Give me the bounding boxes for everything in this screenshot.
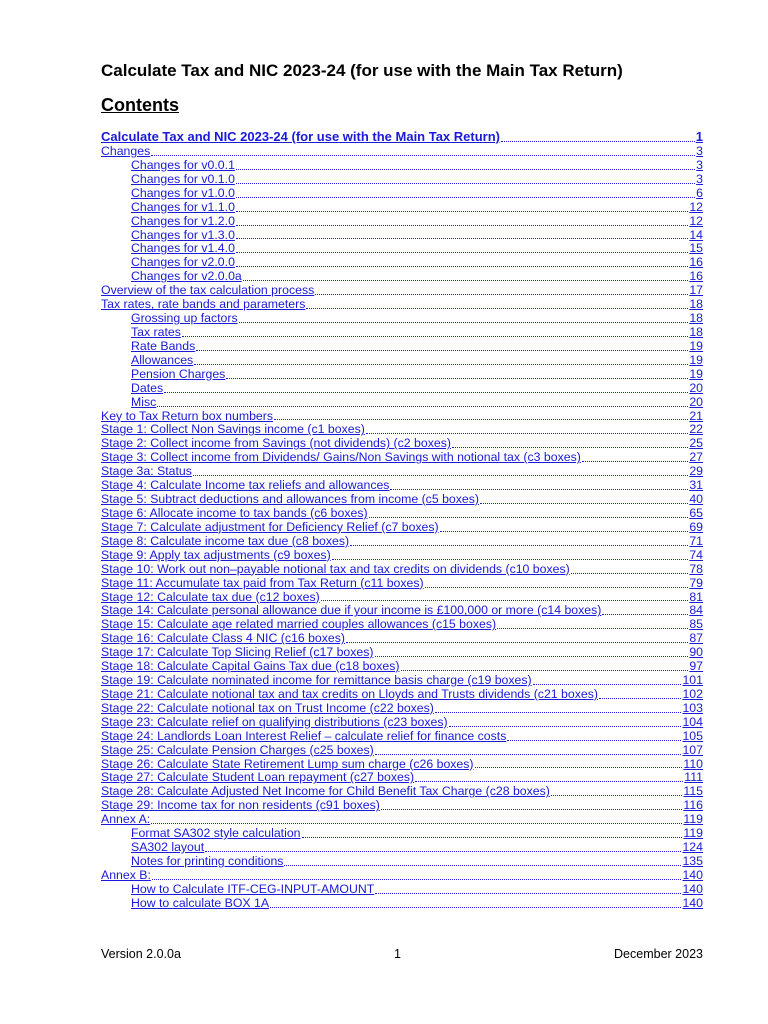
toc-entry[interactable] — [101, 785, 703, 799]
toc-entry[interactable] — [101, 326, 703, 340]
toc-entry-page: 140 — [682, 896, 703, 910]
toc-entry[interactable] — [101, 758, 703, 772]
toc-dot-leader — [236, 210, 688, 212]
toc-dot-leader — [284, 864, 681, 866]
toc-dot-leader — [236, 237, 688, 239]
toc-entry[interactable] — [101, 813, 703, 827]
toc-entry-label: Stage 9: Apply tax adjustments (c9 boxes) — [101, 548, 331, 562]
toc-entry-page: 140 — [682, 868, 703, 882]
toc-entry-label: Stage 6: Allocate income to tax bands (c6 boxes) — [101, 506, 368, 520]
toc-entry-page: 105 — [682, 729, 703, 743]
toc-entry-label: How to Calculate ITF-CEG-INPUT-AMOUNT — [131, 882, 375, 896]
toc-entry[interactable] — [101, 340, 703, 354]
toc-entry[interactable] — [101, 507, 703, 521]
toc-dot-leader — [475, 766, 683, 768]
toc-entry-label: Overview of the tax calculation process — [101, 284, 315, 298]
toc-entry-label: How to calculate BOX 1A — [131, 896, 270, 910]
toc-entry-page: 81 — [689, 590, 703, 604]
toc-entry-page: 119 — [683, 813, 703, 827]
toc-entry[interactable] — [101, 674, 703, 688]
toc-entry-page: 85 — [689, 618, 703, 632]
toc-entry-label: Stage 22: Calculate notional tax on Trust Income (c22 boxes) — [101, 701, 434, 715]
toc-entry-page: 17 — [689, 284, 703, 298]
toc-entry-page: 20 — [689, 395, 703, 409]
toc-entry-label: Stage 17: Calculate Top Slicing Relief (c17 boxes) — [101, 646, 374, 660]
toc-entry-label: Allowances — [131, 353, 194, 367]
toc-dot-leader — [366, 432, 688, 434]
toc-dot-leader — [415, 780, 683, 782]
toc-entry-page: 25 — [689, 437, 703, 451]
toc-entry[interactable] — [101, 368, 703, 382]
toc-entry-label: Changes for v1.0.0 — [131, 186, 235, 200]
toc-entry-page: 135 — [682, 855, 703, 869]
toc-entry[interactable] — [101, 688, 703, 702]
toc-dot-leader — [390, 488, 688, 490]
toc-entry-page: 31 — [689, 479, 703, 493]
toc-entry[interactable] — [101, 799, 703, 813]
toc-dot-leader — [236, 265, 688, 267]
toc-entry-page: 79 — [689, 576, 703, 590]
toc-entry-page: 12 — [689, 200, 703, 214]
table-of-contents — [101, 129, 703, 911]
toc-dot-leader — [243, 279, 689, 281]
toc-entry[interactable] — [101, 702, 703, 716]
toc-entry-page: 20 — [689, 381, 703, 395]
toc-entry[interactable] — [101, 410, 703, 424]
toc-entry-label: Dates — [131, 381, 164, 395]
toc-dot-leader — [152, 878, 682, 880]
toc-dot-leader — [449, 725, 682, 727]
toc-entry-label: Pension Charges — [131, 367, 226, 381]
toc-entry[interactable] — [101, 173, 703, 187]
toc-entry-label: Stage 16: Calculate Class 4 NIC (c16 boxes) — [101, 632, 346, 646]
toc-entry-label: Rate Bands — [131, 339, 196, 353]
toc-entry[interactable] — [101, 145, 703, 159]
toc-dot-leader — [571, 572, 689, 574]
toc-entry-label: Stage 4: Calculate Income tax reliefs and allowances — [101, 479, 390, 493]
toc-dot-leader — [236, 224, 688, 226]
toc-entry-page: 40 — [689, 493, 703, 507]
toc-entry-page: 16 — [689, 256, 703, 270]
toc-entry-page: 84 — [689, 604, 703, 618]
toc-entry[interactable] — [101, 242, 703, 256]
toc-dot-leader — [602, 613, 688, 615]
toc-dot-leader — [306, 307, 688, 309]
toc-entry-label: Stage 3: Collect income from Dividends/ Gains/Non Savings with notional tax (c3 boxes) — [101, 451, 581, 465]
toc-entry[interactable] — [101, 284, 703, 298]
toc-entry-page: 124 — [682, 841, 703, 855]
toc-entry-page: 14 — [689, 228, 703, 242]
toc-dot-leader — [321, 599, 689, 601]
toc-entry-page: 107 — [682, 743, 703, 757]
toc-entry-label: Calculate Tax and NIC 2023-24 (for use with the Main Tax Return) — [101, 129, 500, 144]
toc-entry-label: Key to Tax Return box numbers — [101, 409, 274, 423]
toc-entry-page: 6 — [696, 186, 703, 200]
toc-entry-page: 90 — [689, 646, 703, 660]
toc-entry-page: 140 — [682, 882, 703, 896]
toc-dot-leader — [452, 446, 688, 448]
toc-entry-label: Stage 18: Calculate Capital Gains Tax due (c18 boxes) — [101, 660, 400, 674]
toc-dot-leader — [375, 892, 681, 894]
document-title: Calculate Tax and NIC 2023-24 (for use with the Main Tax Return) — [101, 61, 623, 80]
toc-dot-leader — [302, 836, 683, 838]
footer-date: December 2023 — [614, 947, 703, 961]
toc-entry[interactable] — [101, 827, 703, 841]
toc-entry-label: Annex B: — [101, 868, 151, 882]
toc-entry-page: 19 — [689, 339, 703, 353]
toc-entry[interactable] — [101, 632, 703, 646]
toc-dot-leader — [182, 335, 688, 337]
toc-entry-label: Stage 3a: Status — [101, 465, 192, 479]
toc-dot-leader — [151, 154, 695, 156]
toc-entry[interactable] — [101, 465, 703, 479]
toc-entry-page: 3 — [696, 145, 703, 158]
toc-entry[interactable] — [101, 159, 703, 173]
toc-dot-leader — [582, 460, 689, 462]
toc-entry[interactable] — [101, 423, 703, 437]
toc-entry-page: 87 — [689, 632, 703, 646]
toc-entry-page: 1 — [695, 129, 703, 144]
toc-dot-leader — [381, 808, 683, 810]
toc-dot-leader — [425, 586, 689, 588]
toc-entry-page: 101 — [682, 674, 703, 688]
toc-entry[interactable] — [101, 437, 703, 451]
toc-entry[interactable] — [101, 730, 703, 744]
toc-entry-label: Tax rates, rate bands and parameters — [101, 298, 306, 312]
footer-version: Version 2.0.0a — [101, 947, 181, 961]
toc-dot-leader — [236, 182, 695, 184]
toc-entry-page: 18 — [689, 298, 703, 312]
toc-dot-leader — [274, 418, 688, 420]
toc-entry-page: 19 — [689, 367, 703, 381]
toc-entry-page: 12 — [689, 214, 703, 228]
toc-entry-page: 27 — [689, 451, 703, 465]
toc-entry[interactable] — [101, 187, 703, 201]
toc-dot-leader — [315, 293, 688, 295]
toc-entry[interactable] — [101, 215, 703, 229]
toc-entry[interactable] — [101, 744, 703, 758]
toc-entry-page: 69 — [689, 520, 703, 534]
toc-entry-label: Stage 27: Calculate Student Loan repayment (c27 boxes) — [101, 771, 415, 785]
toc-entry[interactable] — [101, 841, 703, 855]
toc-entry[interactable] — [101, 382, 703, 396]
toc-entry-page: 16 — [689, 270, 703, 284]
footer-page-number: 1 — [394, 947, 401, 961]
toc-entry-page: 74 — [689, 548, 703, 562]
toc-entry-label: Stage 5: Subtract deductions and allowances from income (c5 boxes) — [101, 493, 479, 507]
toc-entry[interactable] — [101, 396, 703, 410]
toc-entry-label: Stage 11: Accumulate tax paid from Tax Return (c11 boxes) — [101, 576, 424, 590]
toc-entry-label: Format SA302 style calculation — [131, 827, 301, 841]
toc-dot-leader — [196, 349, 688, 351]
toc-entry[interactable] — [101, 493, 703, 507]
toc-dot-leader — [205, 850, 681, 852]
toc-entry[interactable] — [101, 479, 703, 493]
contents-heading: Contents — [101, 95, 179, 115]
toc-entry[interactable] — [101, 660, 703, 674]
toc-dot-leader — [533, 683, 682, 685]
toc-entry[interactable] — [101, 618, 703, 632]
toc-entry-page: 15 — [689, 242, 703, 256]
toc-dot-leader — [236, 251, 688, 253]
toc-entry-label: Grossing up factors — [131, 312, 238, 326]
toc-entry-label: SA302 layout — [131, 841, 205, 855]
toc-entry-label: Stage 8: Calculate income tax due (c8 boxes) — [101, 534, 350, 548]
toc-dot-leader — [599, 697, 682, 699]
page-footer — [101, 947, 703, 961]
toc-entry-page: 103 — [682, 701, 703, 715]
toc-entry-label: Stage 25: Calculate Pension Charges (c25 boxes) — [101, 743, 374, 757]
toc-entry-page: 102 — [682, 687, 703, 701]
toc-entry-page: 21 — [689, 409, 703, 423]
toc-entry-label: Stage 7: Calculate adjustment for Deficiency Relief (c7 boxes) — [101, 520, 439, 534]
toc-entry[interactable] — [101, 549, 703, 563]
toc-entry-label: Stage 2: Collect income from Savings (not dividends) (c2 boxes) — [101, 437, 451, 451]
toc-entry-label: Stage 24: Landlords Loan Interest Relief – calculate relief for finance costs — [101, 729, 507, 743]
toc-dot-leader — [350, 544, 688, 546]
toc-entry-label: Stage 15: Calculate age related married couples allowances (c15 boxes) — [101, 618, 497, 632]
toc-dot-leader — [507, 739, 681, 741]
toc-entry-page: 3 — [696, 158, 703, 172]
toc-dot-leader — [440, 530, 689, 532]
toc-entry[interactable] — [101, 591, 703, 605]
toc-entry-label: Stage 10: Work out non–payable notional tax and tax credits on dividends (c10 boxes) — [101, 562, 570, 576]
toc-entry-page: 78 — [689, 562, 703, 576]
toc-entry-label: Notes for printing conditions — [131, 855, 284, 869]
toc-entry-page: 65 — [689, 506, 703, 520]
toc-entry[interactable] — [101, 716, 703, 730]
toc-dot-leader — [236, 196, 695, 198]
toc-entry-page: 104 — [682, 715, 703, 729]
toc-entry[interactable] — [101, 869, 703, 883]
toc-dot-leader — [239, 321, 689, 323]
toc-entry[interactable] — [101, 354, 703, 368]
toc-entry-label: Changes — [101, 145, 151, 158]
toc-entry-label: Changes for v1.3.0 — [131, 228, 235, 242]
toc-entry-page: 71 — [689, 534, 703, 548]
toc-entry-page: 119 — [683, 827, 703, 841]
toc-entry-page: 29 — [689, 465, 703, 479]
toc-dot-leader — [193, 474, 688, 476]
toc-entry-page: 22 — [689, 423, 703, 437]
toc-entry[interactable] — [101, 451, 703, 465]
toc-entry-label: Changes for v0.0.1 — [131, 158, 235, 172]
toc-entry[interactable] — [101, 577, 703, 591]
toc-entry[interactable] — [101, 855, 703, 869]
toc-entry-label: Stage 21: Calculate notional tax and tax credits on Lloyds and Trusts dividends (c21 boxes) — [101, 687, 598, 701]
toc-entry[interactable] — [101, 201, 703, 215]
toc-entry[interactable] — [101, 604, 703, 618]
toc-entry-label: Changes for v1.4.0 — [131, 242, 235, 256]
toc-dot-leader — [480, 502, 688, 504]
toc-entry-page: 111 — [684, 771, 703, 785]
toc-dot-leader — [551, 794, 683, 796]
toc-dot-leader — [164, 391, 688, 393]
toc-entry-page: 110 — [683, 757, 703, 771]
toc-entry[interactable] — [101, 771, 703, 785]
toc-entry[interactable] — [101, 270, 703, 284]
toc-dot-leader — [401, 669, 689, 671]
toc-entry-label: Stage 1: Collect Non Savings income (c1 boxes) — [101, 423, 365, 437]
toc-entry-label: Tax rates — [131, 325, 181, 339]
toc-entry[interactable] — [101, 298, 703, 312]
toc-entry-label: Stage 19: Calculate nominated income for remittance basis charge (c19 boxes) — [101, 674, 532, 688]
toc-entry-label: Stage 14: Calculate personal allowance due if your income is £100,000 or more (c14 boxes) — [101, 604, 602, 618]
toc-entry[interactable] — [101, 256, 703, 270]
toc-entry[interactable] — [101, 312, 703, 326]
toc-entry[interactable] — [101, 646, 703, 660]
toc-entry-page: 97 — [689, 660, 703, 674]
toc-dot-leader — [270, 906, 681, 908]
toc-entry[interactable] — [101, 521, 703, 535]
toc-entry-label: Misc — [131, 395, 157, 409]
toc-dot-leader — [157, 405, 688, 407]
toc-dot-leader — [332, 558, 689, 560]
toc-dot-leader — [375, 655, 689, 657]
toc-dot-leader — [501, 140, 695, 142]
toc-dot-leader — [151, 822, 682, 824]
toc-entry-label: Stage 28: Calculate Adjusted Net Income for Child Benefit Tax Charge (c28 boxes) — [101, 785, 550, 799]
toc-dot-leader — [369, 516, 689, 518]
toc-entry-label: Changes for v0.1.0 — [131, 172, 235, 186]
toc-dot-leader — [194, 363, 688, 365]
toc-entry[interactable] — [101, 897, 703, 911]
toc-dot-leader — [375, 753, 682, 755]
toc-entry-label: Changes for v1.1.0 — [131, 200, 235, 214]
toc-entry-label: Stage 23: Calculate relief on qualifying distributions (c23 boxes) — [101, 715, 448, 729]
toc-entry[interactable] — [101, 535, 703, 549]
toc-entry-label: Changes for v1.2.0 — [131, 214, 235, 228]
toc-dot-leader — [226, 377, 688, 379]
toc-entry-label: Changes for v2.0.0a — [131, 270, 242, 284]
toc-entry-label: Changes for v2.0.0 — [131, 256, 235, 270]
toc-entry-label: Stage 12: Calculate tax due (c12 boxes) — [101, 590, 320, 604]
toc-dot-leader — [435, 711, 682, 713]
toc-dot-leader — [346, 641, 688, 643]
toc-entry-label: Annex A: — [101, 813, 151, 827]
toc-entry[interactable] — [101, 229, 703, 243]
toc-entry-label: Stage 26: Calculate State Retirement Lump sum charge (c26 boxes) — [101, 757, 474, 771]
toc-entry-page: 19 — [689, 353, 703, 367]
toc-dot-leader — [236, 168, 695, 170]
toc-dot-leader — [497, 627, 688, 629]
toc-entry[interactable] — [101, 883, 703, 897]
toc-entry-page: 18 — [689, 312, 703, 326]
toc-entry-page: 18 — [689, 325, 703, 339]
toc-entry-label: Stage 29: Income tax for non residents (c91 boxes) — [101, 799, 380, 813]
toc-entry-page: 3 — [696, 172, 703, 186]
toc-entry[interactable] — [101, 129, 703, 145]
toc-entry[interactable] — [101, 563, 703, 577]
toc-entry-page: 116 — [683, 799, 703, 813]
toc-entry-page: 115 — [683, 785, 703, 799]
